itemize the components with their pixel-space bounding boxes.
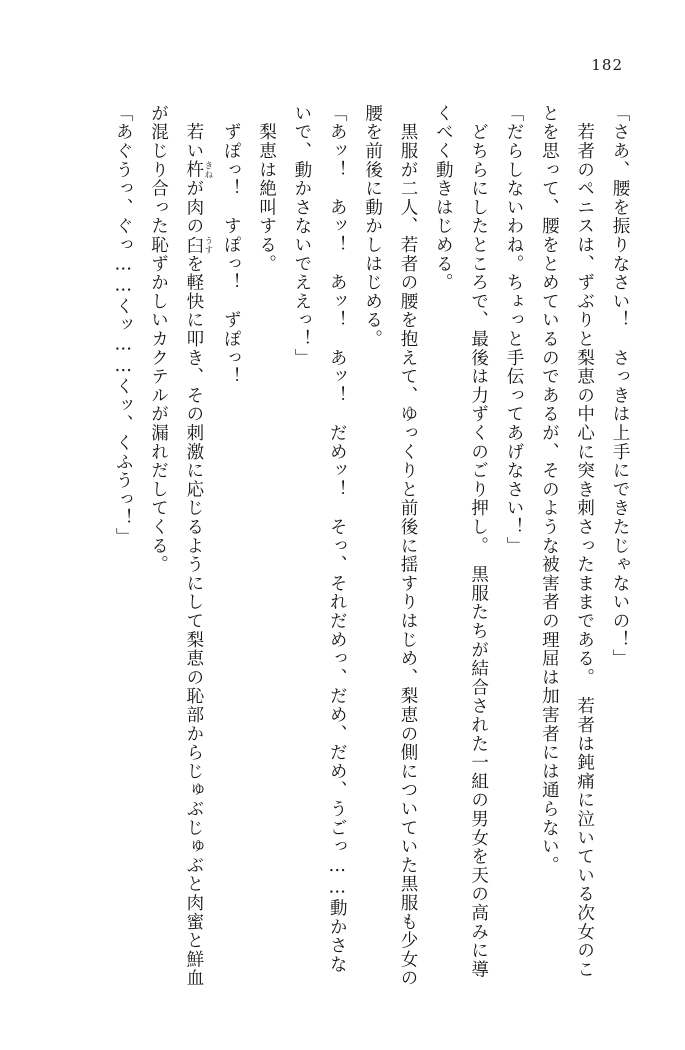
paragraph: 若者のペニスは、ずぶりと梨恵の中心に突き刺さったままである。 若者は鈍痛に泣いている次女のことを思って、腰をとめているのであるが、そのような被害者の理屈は加害者には通らない。 <box>539 104 595 979</box>
furigana: うす <box>202 235 213 255</box>
page-number: 182 <box>591 56 623 74</box>
paragraph: どちらにしたところで、最後は力ずくのごり押し。 黒服たちが結合された一組の男女を天の高みに導くべく動きはじめる。 <box>433 104 489 979</box>
paragraph-with-ruby: 若い杵 きねが肉の臼 うすを軽快に叩き、その刺激に応じるようにして梨恵の恥部からじゅぶじゅぶと肉蜜と鮮血が混じり合った恥ずかしいカクテルが漏れだしてくる。 <box>148 104 213 988</box>
ruby-annotation: 杵 きね <box>183 160 213 180</box>
paragraph: 「あッ！ あッ！ あッ！ あッ！ だめッ！ そっ、それだめっ、だめ、だめ、うごっ……動かさないで、動かさないでええっ！」 <box>291 104 348 974</box>
paragraph: 「あぐうっ、ぐっ……くッ……くッ、くふうっ！」 <box>113 104 134 547</box>
paragraph: 梨恵は絶叫する。 <box>256 104 277 274</box>
ruby-annotation: 臼 うす <box>183 235 213 255</box>
paragraph: 「さあ、腰を振りなさい！ さっきは上手にできたじゃないの！」 <box>610 104 630 668</box>
furigana: きね <box>202 160 213 180</box>
paragraph: ずぽっ！ すぽっ！ ずぽっ！ <box>221 104 242 386</box>
paragraph: 「だらしないわね。ちょっと手伝ってあげなさい！」 <box>503 104 524 556</box>
body-text <box>60 104 637 990</box>
paragraph: 黒服が二人、若者の腰を抱えて、ゆっくりと前後に揺すりはじめ、梨恵の側についていた黒服も少女の腰を前後に動かしはじめる。 <box>362 104 418 988</box>
